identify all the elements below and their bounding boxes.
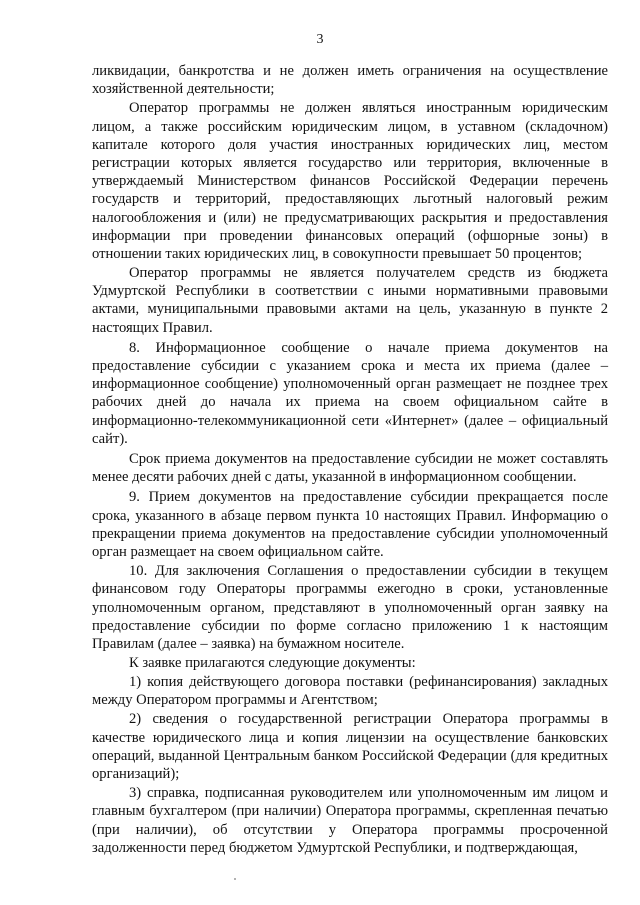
paragraph-item-10: 10. Для заключения Соглашения о предоставлении субсидии в текущем финансовом году Операторы программы ежегодно в сроки, установленные уполномоченным органом, представляют в уполномоченный орган заявку на предоставление субсидии по форме согласно приложению 1 к настоящим Правилам (далее – заявка) на бумажном носителе. [92, 563, 608, 652]
paragraph-item-9: 9. Прием документов на предоставление субсидии прекращается после срока, указанного в абзаце первом пункта 10 настоящих Правил. Информацию о прекращении приема документов на предоставление субсидии уполномоченный орган размещает на своем официальном сайте. [92, 489, 608, 561]
paragraph-item-8: 8. Информационное сообщение о начале приема документов на предоставление субсидии с указанием срока и места их приема (далее – информационное сообщение) уполномоченный орган размещает не позднее трех рабочих дней до начала их приема на своем официальном сайте в информационно-телекоммуникационной сети «Интернет» (далее – официальный сайт). [92, 339, 608, 447]
paragraph-operator-not-foreign: Оператор программы не должен являться иностранным юридическим лицом, а также российским юридическим лицом, в уставном (складочном) капитале которого доля участия иностранных юридических лиц, местом регистрации которых является государство или территория, включенные в утверждаемый Министерством финансов Российской Федерации перечень государств и территорий, предоставляющих льготный налоговый режим налогообложения и (или) не предусматривающих раскрытия и предоставления информации при проведении финансовых операций (офшорные зоны) в отношении таких юридических лиц, в совокупности превышает 50 процентов; [92, 100, 608, 262]
paragraph-attachments-intro: К заявке прилагаются следующие документы: [129, 655, 416, 672]
list-item-1: 1) копия действующего договора поставки (рефинансирования) закладных между Оператором программы и Агентством; [92, 674, 608, 709]
list-item-3: 3) справка, подписанная руководителем или уполномоченным им лицом и главным бухгалтером (при наличии) Оператора программы, скрепленная печатью (при наличии), об отсутствии у Оператора программы просроченной задолженности перед бюджетом Удмуртской Республики, и подтверждающая, [92, 785, 608, 856]
page-number: 3 [316, 32, 324, 47]
list-item-2: 2) сведения о государственной регистрации Оператора программы в качестве юридического лица и копия лицензии на осуществление банковских операций, выданной Центральным банком Российской Федерации (для кредитных организаций); [92, 711, 608, 783]
paragraph-continuation: ликвидации, банкротства и не должен иметь ограничения на осуществление хозяйственной деятельности; [92, 63, 608, 98]
paragraph-operator-not-recipient: Оператор программы не является получателем средств из бюджета Удмуртской Республики в соответствии с иными нормативными правовыми актами, муниципальными правовыми актами на цель, указанную в пункте 2 настоящих Правил. [92, 265, 608, 336]
document-body [92, 62, 608, 858]
scan-speck [234, 878, 236, 880]
paragraph-acceptance-period: Срок приема документов на предоставление субсидии не может составлять менее десяти рабочих дней с даты, указанной в информационном сообщении. [92, 451, 608, 486]
